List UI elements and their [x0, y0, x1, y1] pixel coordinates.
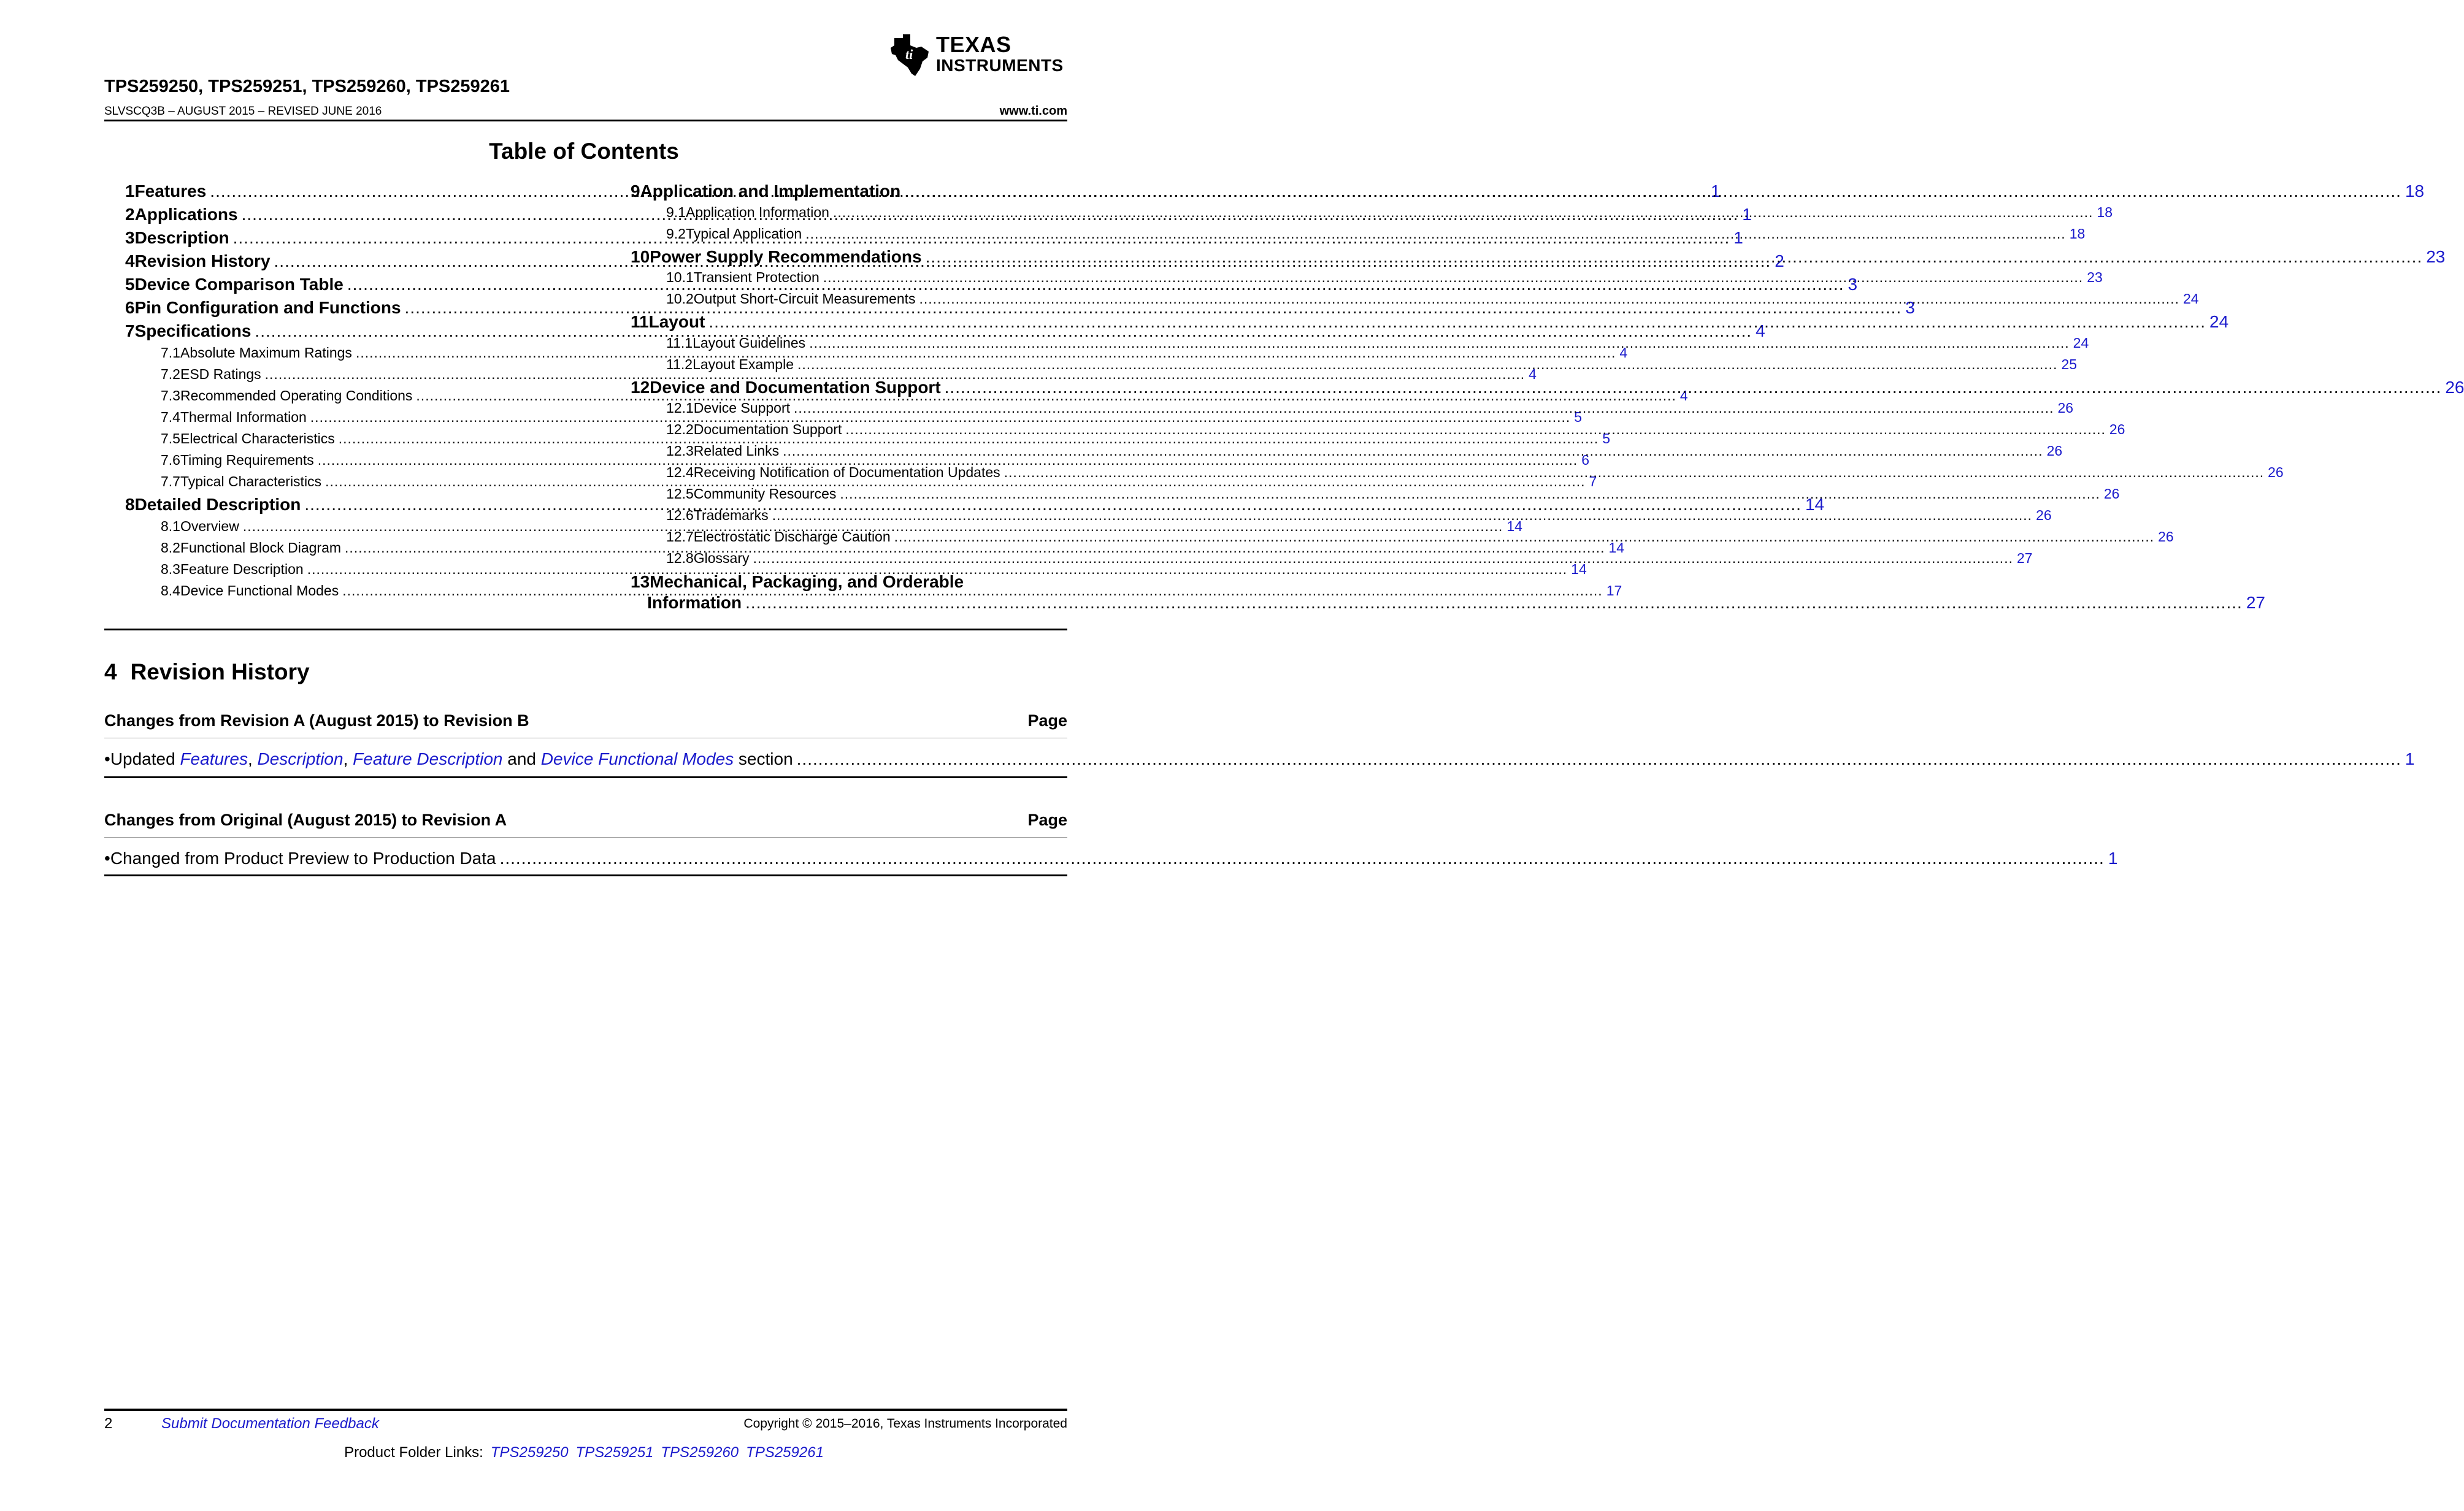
toc-entry-label: Layout Guidelines [693, 334, 806, 351]
toc-page-link[interactable]: 26 [2109, 421, 2125, 437]
toc-page-link[interactable]: 18 [2097, 204, 2113, 220]
toc-entry-number: 12.3 [666, 443, 694, 459]
toc-entry-number: 12.7 [666, 529, 694, 545]
toc-entry-label: Revision History [134, 251, 271, 270]
submit-feedback-link[interactable]: Submit Documentation Feedback [161, 1415, 379, 1432]
toc-page-link[interactable]: 3 [1905, 298, 1915, 317]
toc-page-link[interactable]: 6 [1581, 452, 1589, 468]
toc-entry-number: 10.2 [666, 291, 694, 307]
toc-page-link[interactable]: 17 [1606, 583, 1622, 599]
toc-page-link[interactable]: 27 [2246, 593, 2265, 612]
leader-dots [805, 226, 2065, 242]
page-column-label: Page [1027, 811, 1067, 829]
toc-entry-number: 7 [125, 321, 135, 340]
toc-entry-number: 13 [631, 572, 650, 591]
toc-entry-number: 6 [125, 298, 135, 317]
toc-entry[interactable] [666, 400, 2074, 416]
toc-entry-number: 8.4 [161, 583, 180, 599]
toc-entry[interactable] [666, 443, 2063, 459]
toc-entry-label: Overview [180, 518, 239, 534]
toc-entry-number: 7.2 [161, 366, 180, 382]
leader-dots [500, 849, 2105, 868]
change-item [104, 849, 2118, 868]
toc-entry[interactable] [666, 204, 2113, 221]
toc-entry-label: Related Links [693, 443, 780, 459]
toc-entry-label: ESD Ratings [180, 366, 261, 382]
change-item [104, 749, 2415, 769]
toc-page-link[interactable]: 25 [2061, 356, 2078, 372]
toc-entry-number: 7.1 [161, 345, 180, 361]
leader-dots [833, 204, 2093, 221]
document-title: TPS259250, TPS259251, TPS259260, TPS259261 [104, 77, 510, 96]
toc-entry[interactable] [666, 507, 2052, 524]
product-link[interactable]: TPS259250 [490, 1444, 569, 1461]
toc-entry[interactable] [161, 366, 1537, 383]
toc-entry-number: 2 [125, 205, 135, 224]
toc-page-link[interactable]: 1 [1742, 205, 1752, 224]
toc-entry-number: 12.5 [666, 486, 694, 502]
change-text [110, 749, 793, 769]
toc-entry-label: Documentation Support [693, 421, 842, 437]
change-prefix: Updated [110, 749, 180, 768]
toc-entry-number: 8.2 [161, 540, 180, 556]
toc-entry[interactable] [161, 430, 1611, 447]
toc-entry-label: Layout Example [693, 356, 794, 372]
toc-page-link[interactable]: 2 [1775, 251, 1784, 270]
section-number: 4 [104, 659, 117, 684]
toc-entry[interactable] [161, 561, 1587, 578]
toc-entry-label: Glossary [693, 550, 750, 566]
toc-entry-label: Thermal Information [180, 409, 307, 425]
toc-page-link[interactable]: 23 [2087, 269, 2103, 285]
toc-entry[interactable] [666, 356, 2078, 373]
toc-entry-number: 1 [125, 182, 135, 201]
toc-entry-label: Trademarks [693, 507, 769, 523]
leader-dots [797, 356, 2057, 373]
toc-page-link[interactable]: 24 [2073, 334, 2089, 351]
leader-dots [840, 486, 2100, 502]
toc-entry-number: 11.1 [666, 334, 693, 351]
toc-page-link[interactable]: 5 [1574, 409, 1583, 425]
toc-entry-label: Layout [648, 312, 705, 331]
link-feature-description[interactable]: Feature Description [353, 749, 503, 768]
toc-entry-label: Feature Description [180, 561, 304, 577]
leader-dots [823, 269, 2083, 286]
toc-entry-number: 7.6 [161, 452, 180, 468]
leader-dots [708, 312, 2206, 332]
product-link[interactable]: TPS259260 [661, 1444, 739, 1461]
toc-entry[interactable] [666, 464, 2284, 481]
bullet: • [104, 849, 110, 868]
toc-entry[interactable] [666, 529, 2174, 545]
toc-page-link[interactable]: 3 [1848, 275, 1858, 294]
toc-page-link[interactable]: 26 [2036, 507, 2052, 523]
product-link[interactable]: TPS259261 [746, 1444, 824, 1461]
toc-entry-label: Features [134, 182, 207, 201]
leader-dots [783, 443, 2043, 459]
toc-page-link[interactable]: 14 [1506, 518, 1522, 534]
leader-dots [926, 247, 2423, 267]
leader-dots [753, 550, 2013, 567]
change-block-title: Changes from Revision A (August 2015) to Revision B [104, 711, 529, 730]
toc-page-link[interactable]: 26 [2057, 400, 2074, 416]
toc-page-link[interactable]: 4 [1529, 366, 1537, 382]
toc-entry-label: Detailed Description [134, 495, 301, 514]
toc-page-link[interactable]: 26 [2046, 443, 2063, 459]
toc-page-link[interactable]: 26 [2445, 377, 2464, 397]
toc-entry[interactable] [161, 518, 1522, 535]
toc-page-link[interactable]: 26 [2158, 529, 2174, 545]
svg-text:ti: ti [905, 47, 913, 62]
toc-entry-number: 8.3 [161, 561, 180, 577]
toc-entry[interactable] [666, 291, 2199, 307]
site-url[interactable]: www.ti.com [999, 104, 1067, 118]
toc-entry[interactable] [631, 247, 2446, 267]
toc-entry-label: Power Supply Recommendations [650, 247, 922, 266]
toc-page-link[interactable]: 24 [2182, 291, 2199, 307]
document-subtitle: SLVSCQ3B – AUGUST 2015 – REVISED JUNE 2016 [104, 105, 382, 118]
leader-dots [945, 378, 2442, 397]
logo-wordmark [936, 34, 1064, 76]
toc-page-link[interactable]: 7 [1589, 473, 1597, 489]
leader-dots [845, 421, 2105, 438]
texas-state-icon [889, 33, 932, 77]
toc-entry-number: 12.4 [666, 464, 694, 480]
toc-entry-label: Timing Requirements [180, 452, 314, 468]
logo-line1: TEXAS [936, 32, 1011, 57]
bullet: • [104, 749, 110, 768]
change-block-title: Changes from Original (August 2015) to Revision A [104, 811, 507, 829]
toc-entry-number: 12 [631, 377, 650, 397]
toc-entry-number: 10.1 [666, 269, 694, 285]
toc-entry[interactable] [161, 473, 1597, 490]
toc-entry-number: 8.1 [161, 518, 180, 534]
link-device-functional-modes[interactable]: Device Functional Modes [540, 749, 734, 768]
toc-entry-number: 7.4 [161, 409, 180, 425]
toc-entry[interactable] [666, 486, 2120, 502]
toc-entry-label: Transient Protection [693, 269, 819, 285]
link-description[interactable]: Description [257, 749, 344, 768]
toc-entry-label: Application and Implementation [640, 182, 901, 201]
toc-entry[interactable] [666, 550, 2033, 567]
toc-entry[interactable] [161, 388, 1688, 404]
toc-entry-label: Typical Characteristics [180, 473, 322, 489]
toc-entry[interactable] [666, 269, 2103, 286]
toc-entry-label: Electrostatic Discharge Caution [693, 529, 891, 545]
toc-entry-number: 5 [125, 275, 135, 294]
toc-page-link[interactable]: 18 [2069, 225, 2086, 242]
toc-entry[interactable] [666, 421, 2125, 438]
toc-entry[interactable] [631, 182, 2425, 201]
toc-entry[interactable] [161, 540, 1625, 556]
footer-rule [104, 1409, 1067, 1411]
toc-entry-label: Output Short-Circuit Measurements [693, 291, 916, 307]
toc-entry-label: Device and Documentation Support [650, 377, 941, 397]
toc-entry[interactable] [666, 225, 2086, 242]
product-folder-links [0, 1444, 1168, 1461]
toc-heading: Table of Contents [489, 139, 679, 164]
toc-entry[interactable] [666, 334, 2089, 351]
toc-entry[interactable] [161, 583, 1622, 599]
ti-logo [889, 31, 1073, 80]
toc-entry-number: 9.2 [666, 225, 686, 242]
change-page-link[interactable]: 1 [2108, 849, 2118, 868]
leader-dots [919, 291, 2179, 307]
header-rule [104, 120, 1067, 121]
toc-entry-number: 11.2 [666, 356, 693, 372]
toc-page-link[interactable]: 27 [2016, 550, 2033, 566]
toc-entry-number: 3 [125, 228, 135, 247]
toc-entry-number: 7.5 [161, 430, 180, 446]
logo-line2: INSTRUMENTS [936, 56, 1064, 75]
toc-page-link[interactable]: 1 [1733, 228, 1743, 247]
toc-entry-number: 12.1 [666, 400, 694, 416]
toc-entry-label: Applications [134, 205, 238, 224]
section-title: Revision History [130, 659, 310, 684]
toc-entry[interactable] [161, 409, 1583, 426]
toc-entry-label: Device Comparison Table [134, 275, 344, 294]
leader-dots [745, 592, 2243, 613]
toc-entry-number: 4 [125, 251, 135, 270]
toc-page-link[interactable]: 14 [1571, 561, 1587, 577]
toc-entry-number: 12.8 [666, 550, 694, 566]
toc-entry-label: Device Functional Modes [180, 583, 339, 599]
toc-entry-label: Recommended Operating Conditions [180, 388, 413, 404]
leader-dots [904, 182, 2401, 201]
toc-page-link[interactable]: 14 [1608, 540, 1625, 556]
toc-page-link[interactable]: 26 [2103, 486, 2120, 502]
toc-entry[interactable] [161, 345, 1628, 361]
toc-page-link[interactable]: 4 [1756, 321, 1765, 340]
separator: , [343, 749, 353, 768]
toc-entry-label: Device Support [693, 400, 791, 416]
toc-page-link[interactable]: 4 [1679, 388, 1688, 404]
leader-dots [794, 400, 2054, 416]
product-links-label: Product Folder Links: [344, 1444, 483, 1461]
separator: , [247, 749, 258, 768]
toc-page-link[interactable]: 26 [2268, 464, 2284, 480]
toc-entry-number: 9 [631, 182, 640, 201]
toc-page-link[interactable]: 24 [2209, 312, 2229, 331]
toc-entry-number: 11 [631, 312, 649, 331]
link-features[interactable]: Features [180, 749, 248, 768]
toc-entry-number: 7.3 [161, 388, 180, 404]
toc-entry-label: Information [647, 593, 742, 612]
change-suffix: section [734, 749, 793, 768]
leader-dots [894, 529, 2154, 545]
page-number: 2 [104, 1415, 113, 1432]
change-header-rule [104, 837, 1067, 838]
toc-page-link[interactable]: 23 [2426, 247, 2446, 266]
toc-entry-label: Pin Configuration and Functions [134, 298, 401, 317]
leader-dots [797, 749, 2401, 769]
toc-entry[interactable] [631, 312, 2229, 332]
toc-entry-number: 9.1 [666, 204, 686, 220]
copyright: Copyright © 2015–2016, Texas Instruments Incorporated [743, 1417, 1067, 1431]
separator: and [502, 749, 541, 768]
change-page-link[interactable]: 1 [2405, 749, 2415, 768]
revision-history-heading [104, 659, 310, 685]
toc-entry-label: Specifications [134, 321, 251, 340]
toc-entry-label: Description [134, 228, 229, 247]
toc-page-link[interactable]: 1 [1710, 182, 1721, 201]
toc-page-link[interactable]: 18 [2405, 182, 2425, 201]
toc-page-link[interactable]: 5 [1602, 430, 1611, 446]
toc-entry-number: 7.7 [161, 473, 180, 489]
toc-entry-label: Functional Block Diagram [180, 540, 342, 556]
toc-end-rule [104, 629, 1067, 630]
leader-dots [1004, 464, 2264, 481]
page-column-label: Page [1027, 711, 1067, 730]
change-block-header [104, 811, 1067, 830]
toc-entry-number: 12.2 [666, 421, 694, 437]
leader-dots [809, 335, 2069, 351]
toc-entry-label: Electrical Characteristics [180, 430, 335, 446]
toc-entry-label: Application Information [685, 204, 829, 220]
toc-entry-label: Typical Application [685, 225, 802, 242]
change-block-header [104, 711, 1067, 730]
toc-page-link[interactable]: 14 [1805, 495, 1825, 514]
toc-entry-label: Mechanical, Packaging, and Orderable [650, 572, 964, 591]
toc-entry-label: Community Resources [693, 486, 837, 502]
toc-entry[interactable] [631, 377, 2464, 397]
toc-entry-label: Receiving Notification of Documentation Updates [693, 464, 1000, 480]
change-text: Changed from Product Preview to Production Data [110, 849, 496, 868]
change-block-end-rule [104, 776, 1067, 778]
leader-dots [772, 507, 2032, 524]
toc-entry[interactable] [161, 452, 1589, 469]
toc-entry-number: 12.6 [666, 507, 694, 523]
product-link[interactable]: TPS259251 [575, 1444, 654, 1461]
toc-entry-number: 8 [125, 495, 135, 514]
change-block-end-rule [104, 874, 1067, 876]
toc-page-link[interactable]: 4 [1619, 345, 1628, 361]
toc-entry-number: 10 [631, 247, 650, 266]
toc-entry-label: Absolute Maximum Ratings [180, 345, 352, 361]
